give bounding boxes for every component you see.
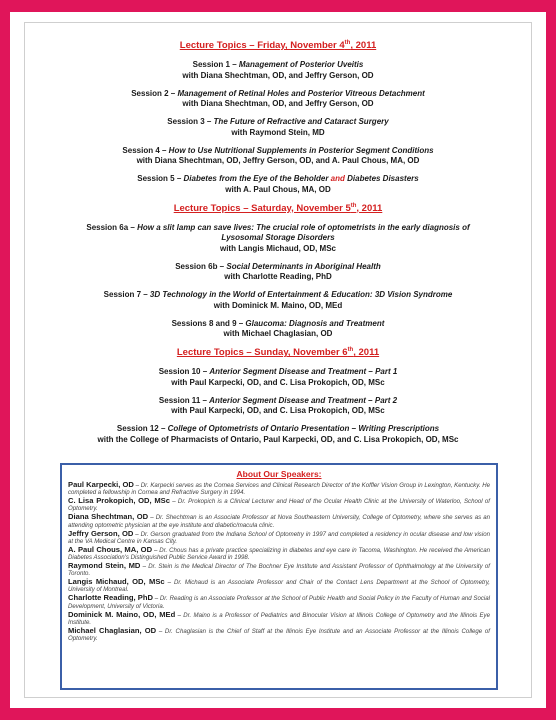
lecture-schedule (28, 40, 528, 453)
speaker-bio: Paul Karpecki, OD – Dr. Karpecki serves as the Cornea Services and Clinical Research Director of the Koffler Vision Group in Lexington, Kentucky. He completed a fellowship in Cornea and Refractive Surgery in 1994. (68, 480, 490, 497)
speakers-box (60, 463, 498, 690)
speaker-bio: Dominick M. Maino, OD, MEd – Dr. Maino is a Professor of Pediatrics and Binocular Vision at Illinois College of Optometry and the Illinois Eye Institute. (68, 609, 490, 626)
session-3: Session 3 – The Future of Refractive and Cataract Surgery with Raymond Stein, MD (167, 117, 389, 137)
session-7: Session 7 – 3D Technology in the World of Entertainment & Education: 3D Vision Syndrome with Dominick M. Maino, OD, MEd (103, 290, 453, 310)
speaker-bio: Charlotte Reading, PhD – Dr. Reading is an Associate Professor at the School of Public Health and Social Policy in the Faculty of Human and Social Development, University of Victoria. (68, 593, 490, 610)
session-1: Session 1 – Management of Posterior Uveitis with Diana Shechtman, OD, and Jeffry Gerson, OD (182, 60, 374, 80)
session-2: Session 2 – Management of Retinal Holes and Posterior Vitreous Detachment with Diana Shechtman, OD, and Jeffry Gerson, OD (131, 88, 425, 109)
session-12: Session 12 – College of Optometrists of Ontario Presentation – Writing Prescriptions with the College of Pharmacists of Ontario, Paul Karpecki, OD, and C. Lisa Prokopich, OD, MSc (97, 424, 459, 444)
session-8-9: Sessions 8 and 9 – Glaucoma: Diagnosis and Treatment with Michael Chaglasian, OD (171, 318, 385, 339)
day-heading-sunday: Lecture Topics – Sunday, November 6th, 2011 (176, 347, 380, 359)
session-11: Session 11 – Anterior Segment Disease and Treatment – Part 2 with Paul Karpecki, OD, and C. Lisa Prokopich, OD, MSc (158, 395, 398, 416)
session-10: Session 10 – Anterior Segment Disease and Treatment – Part 1 with Paul Karpecki, OD, and C. Lisa Prokopich, OD, MSc (158, 367, 398, 387)
session-5: Session 5 – Diabetes from the Eye of the Beholder and Diabetes Disasters with A. Paul Chous, MA, OD (137, 174, 419, 194)
speaker-bio: A. Paul Chous, MA, OD – Dr. Chous has a private practice specializing in diabetes and eye care in Tacoma, Washington. He received the American Diabetes Association's Distinguished Public Service Award in 1998. (68, 544, 490, 562)
speakers-heading: About Our Speakers: (236, 469, 322, 479)
speaker-bio: C. Lisa Prokopich, OD, MSc – Dr. Prokopich is a Clinical Lecturer and Head of the Ocular Health Clinic at the University of Waterloo, School of Optometry. (68, 496, 490, 513)
day-heading-friday: Lecture Topics – Friday, November 4th, 2011 (179, 40, 377, 52)
session-6b: Session 6b – Social Determinants in Aboriginal Health with Charlotte Reading, PhD (175, 261, 381, 282)
speaker-bio: Diana Shechtman, OD – Dr. Shechtman is an Associate Professor at Nova Southeastern University, College of Optometry, where she serves as an attending optometric physician at the eye institute and diabetic/macula clinic. (68, 512, 490, 529)
day-heading-saturday: Lecture Topics – Saturday, November 5th, 2011 (173, 202, 383, 214)
speaker-bio: Raymond Stein, MD – Dr. Stein is the Medical Director of The Bochner Eye Institute and Assistant Professor of Ophthalmology at the University of Toronto. (68, 560, 490, 578)
speaker-bio: Michael Chaglasian, OD – Dr. Chaglasian is the Chief of Staff at the Illinois Eye Institute and an Associate Professor at the Illinois College of Optometry. (68, 625, 490, 642)
speaker-bio: Langis Michaud, OD, MSc – Dr. Michaud is an Associate Professor and Chair of the Contact Lens Department at the School of Optometry, University of Montreal. (68, 577, 490, 594)
speaker-bio: Jeffry Gerson, OD – Dr. Gerson graduated from the Indiana School of Optometry in 1997 and completed a residency in ocular disease and low vision at the VA Medical Centre in Kansas City. (68, 528, 490, 545)
session-4: Session 4 – How to Use Nutritional Supplements in Posterior Segment Conditions with Diana Shechtman, OD, Jeffry Gerson, OD, and A. Paul Chous, MA, OD (122, 145, 434, 166)
session-6a: Session 6a – How a slit lamp can save lives: The crucial role of optometrists in the early diagnosis of Lysosomal Storage Disorders with Langis Michaud, OD, MSc (86, 222, 470, 253)
